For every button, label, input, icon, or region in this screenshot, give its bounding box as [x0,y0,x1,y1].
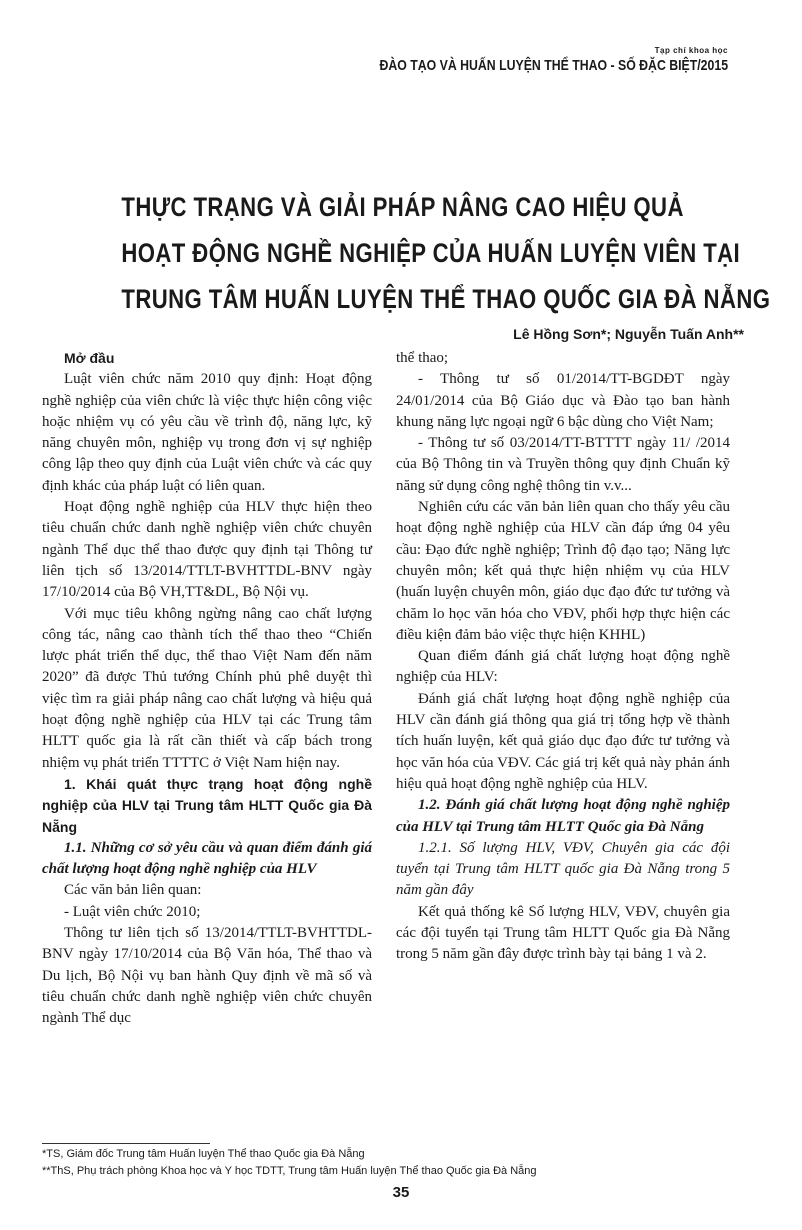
article-title [60,184,771,322]
title-line-2: HOẠT ĐỘNG NGHỀ NGHIỆP CỦA HUẤN LUYỆN VIÊN TẠI [121,238,741,268]
paragraph: Quan điểm đánh giá chất lượng hoạt động nghề nghiệp của HLV: [396,648,730,686]
journal-subtitle: Tạp chí khoa học [654,46,728,55]
paragraph: Thông tư liên tịch số 13/2014/TTLT-BVHTTDL-BNV ngày 17/10/2014 của Bộ Văn hóa, Thể thao và Du lịch, Bộ Nội vụ ban hành Quy định về mã số và tiêu chuẩn chức danh nghề nghiệp viên chức chuyên ngành Thể dục [42,925,372,1027]
paragraph: Với mục tiêu không ngừng nâng cao chất lượng công tác, nâng cao thành tích thể thao theo “Chiến lược phát triển thể dục, thể thao Việt Nam đến năm 2020” đã được Thủ tướng Chính phủ phê duyệt thì việc tìm ra giải pháp nâng cao chất lượng và hiệu quả hoạt động nghề nghiệp của HLV tại các Trung tâm HLTT quốc gia là rất cần thiết và cấp bách trong nhiệm vụ phát triển TTTTC ở Việt Nam hiện nay. [42,605,372,771]
title-line-3: TRUNG TÂM HUẤN LUYỆN THỂ THAO QUỐC GIA ĐÀ NẴNG [121,284,771,314]
subsection-heading-1-1: 1.1. Những cơ sở yêu cầu và quan điểm đánh giá chất lượng hoạt động nghề nghiệp của HLV [42,839,372,878]
title-line-1: THỰC TRẠNG VÀ GIẢI PHÁP NÂNG CAO HIỆU QUẢ [121,192,684,222]
journal-header [303,46,728,76]
paragraph: Luật viên chức năm 2010 quy định: Hoạt động nghề nghiệp của viên chức là việc thực hiện công việc hoặc nhiệm vụ có yêu cầu về trình độ, năng lực, kỹ năng chuyên môn, nghiệp vụ trong đơn vị sự nghiệp công lập theo quy định của Luật viên chức và các quy định khác của pháp luật có liên quan. [42,371,372,494]
page-number: 35 [392,1184,410,1201]
footnote-1: *TS, Giám đốc Trung tâm Huấn luyện Thể thao Quốc gia Đà Nẵng [42,1148,365,1160]
paragraph: thể thao; [396,350,449,366]
footnote-2: **ThS, Phụ trách phòng Khoa học và Y học TDTT, Trung tâm Huấn luyện Thể thao Quốc gia Đà Nẵng [42,1165,537,1177]
authors: Lê Hồng Sơn*; Nguyễn Tuấn Anh** [513,326,744,342]
paragraph: Các văn bản liên quan: [64,882,202,899]
right-column [396,348,730,966]
paragraph: Đánh giá chất lượng hoạt động nghề nghiệp của HLV cần đánh giá thông qua giá trị tổng hợp về thành tích huấn luyện, kết quả giáo dục đạo đức tư tưởng và học văn hóa của VĐV. Các giá trị kết quả này phản ánh hiệu quả hoạt động nghề nghiệp của HLV. [396,690,730,792]
paragraph: Hoạt động nghề nghiệp của HLV thực hiện theo tiêu chuẩn chức danh nghề nghiệp viên chức chuyên ngành Thể dục thể thao được quy định tại Thông tư liên tịch số 13/2014/TTLT-BVHTTDL-BNV ngày 17/10/2014 của Bộ VH,TT&DL, Bộ Nội vụ. [42,499,372,601]
subsection-heading-1-2-1: 1.2.1. Số lượng HLV, VĐV, Chuyên gia các đội tuyển tại Trung tâm HLTT quốc gia Đà Nẵng trong 5 năm gần đây [396,839,730,899]
list-item: - Thông tư số 01/2014/TT-BGDĐT ngày 24/01/2014 của Bộ Giáo dục và Đào tạo ban hành khung năng lực ngoại ngữ 6 bậc dùng cho Việt Nam; [396,371,730,430]
journal-title: ĐÀO TẠO VÀ HUẤN LUYỆN THỂ THAO - SỐ ĐẶC BIỆT/2015 [379,57,728,74]
footnote-divider [42,1143,210,1144]
list-item: - Thông tư số 03/2014/TT-BTTTT ngày 11/ /2014 của Bộ Thông tin và Truyền thông quy định Chuẩn kỹ năng sử dụng công nghệ thông tin v.v... [396,435,730,494]
left-column [42,348,372,1030]
list-item: - Luật viên chức 2010; [64,903,201,920]
subsection-heading-1-2: 1.2. Đánh giá chất lượng hoạt động nghề nghiệp của HLV tại Trung tâm HLTT Quốc gia Đà Nẵng [396,797,730,835]
paragraph: Kết quả thống kê Số lượng HLV, VĐV, chuyên gia các đội tuyển tại Trung tâm HLTT Quốc gia Đà Nẵng trong 5 năm gần đây được trình bày tại bảng 1 và 2. [396,903,730,963]
paragraph: Nghiên cứu các văn bản liên quan cho thấy yêu cầu hoạt động nghề nghiệp của HLV cần đáp ứng 04 yêu cầu: Đạo đức nghề nghiệp; Trình độ đạo tạo; Năng lực chuyên môn; kết quả thực hiện nhiệm vụ của HLV (huấn luyện chuyên môn, giáo dục đạo đức tư tưởng và chăm lo học văn hóa cho VĐV, phối hợp thực hiện các điều kiện đảm bảo việc thực hiện KHHL) [396,499,730,643]
heading-intro: Mở đầu [64,350,115,366]
section-heading-1: 1. Khái quát thực trạng hoạt động nghề nghiệp của HLV tại Trung tâm HLTT Quốc gia Đà Nẵng [42,775,372,835]
